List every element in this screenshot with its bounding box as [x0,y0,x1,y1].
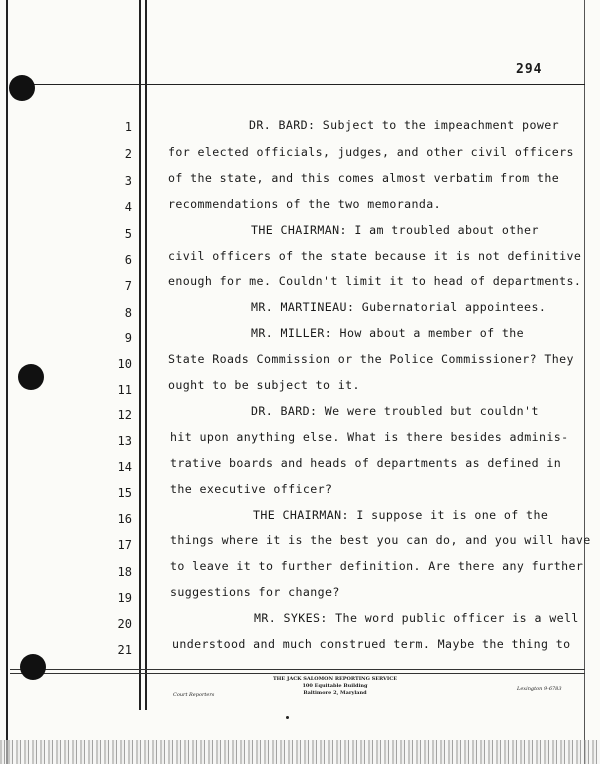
margin-rule-left [139,0,141,710]
line-number: 8 [124,306,132,320]
transcript-line: DR. BARD: We were troubled but couldn't [251,404,539,418]
line-number: 20 [117,617,132,631]
punch-hole-middle [18,364,44,390]
line-number: 17 [117,538,132,552]
transcript-line: MR. SYKES: The word public officer is a well [254,611,579,625]
transcript-line: State Roads Commission or the Police Commissioner? They [168,352,574,366]
transcript-line: THE CHAIRMAN: I suppose it is one of the [253,508,549,522]
footer-left-label: Court Reporters [173,692,215,698]
footer-phone: Lexington 9-6783 [517,686,562,692]
line-number: 14 [117,460,132,474]
transcript-line: the executive officer? [170,482,333,496]
scan-noise-strip [0,740,600,764]
line-number: 1 [124,120,132,134]
line-number: 3 [124,174,132,188]
transcript-line: civil officers of the state because it is not definitive [168,249,582,263]
reporter-imprint [250,676,420,697]
reporter-address: 100 Equitable Building [302,683,368,689]
transcript-line: DR. BARD: Subject to the impeachment power [249,118,559,132]
page-number: 294 [516,62,543,77]
line-number: 7 [124,279,132,293]
transcript-line: suggestions for change? [170,585,340,599]
transcript-line: MR. MARTINEAU: Gubernatorial appointees. [251,300,547,314]
transcript-line: ought to be subject to it. [168,378,360,392]
transcript-line: enough for me. Couldn't limit it to head of departments. [168,274,582,288]
left-edge-rule [6,0,8,764]
transcript-line: recommendations of the two memoranda. [168,197,442,211]
transcript-line: of the state, and this comes almost verbatim from the [168,171,560,185]
line-number: 18 [117,565,132,579]
line-number: 11 [117,383,132,397]
header-rule [10,84,585,85]
transcript-line: MR. MILLER: How about a member of the [251,326,525,340]
line-number: 4 [124,200,132,214]
reporter-city: Baltimore 2, Maryland [303,690,367,696]
punch-hole-bottom [20,654,46,680]
line-number: 19 [117,591,132,605]
reporter-company: THE JACK SALOMON REPORTING SERVICE [272,676,398,682]
line-number: 15 [117,486,132,500]
line-number: 16 [117,512,132,526]
line-number: 5 [124,227,132,241]
transcript-line: for elected officials, judges, and other civil officers [168,145,574,159]
transcript-line: understood and much construed term. Maybe the thing to [172,637,571,651]
footer-rule-top [10,669,585,670]
transcript-line: trative boards and heads of departments as defined in [170,456,562,470]
transcript-line: hit upon anything else. What is there besides adminis- [170,430,569,444]
line-number: 6 [124,253,132,267]
line-number: 13 [117,434,132,448]
margin-rule-right [145,0,147,710]
line-number: 2 [124,147,132,161]
line-number: 9 [124,331,132,345]
footer-rule-bottom [10,673,585,674]
punch-hole-top [9,75,35,101]
line-number: 10 [117,357,132,371]
scan-speck [286,716,289,719]
transcript-line: things where it is the best you can do, and you will have [170,533,591,547]
right-edge-rule [584,0,585,764]
line-number: 12 [117,408,132,422]
transcript-line: THE CHAIRMAN: I am troubled about other [251,223,539,237]
line-number: 21 [117,643,132,657]
transcript-line: to leave it to further definition. Are there any further [170,559,584,573]
